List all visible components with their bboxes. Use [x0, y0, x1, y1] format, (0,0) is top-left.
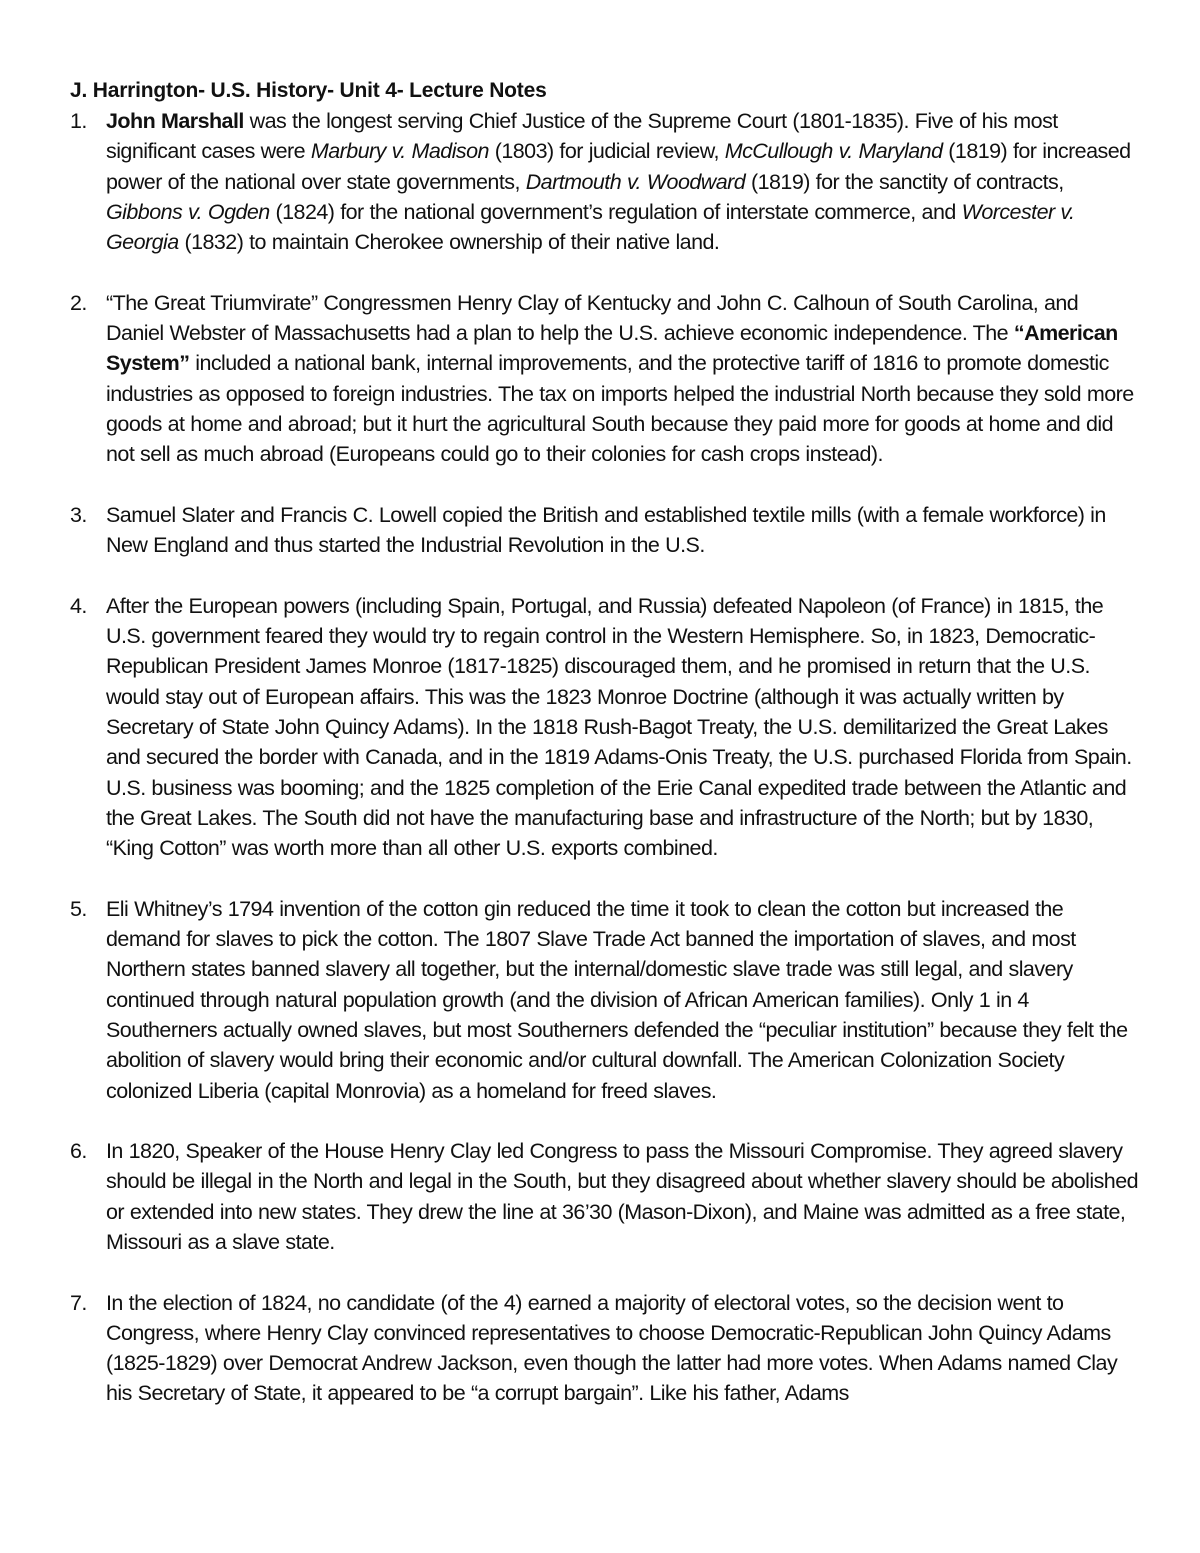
text-segment: McCullough v. Maryland — [724, 139, 943, 164]
item-text — [106, 288, 1140, 470]
text-segment: (1803) for judicial review, — [488, 139, 725, 164]
item-text — [106, 1288, 1140, 1409]
text-segment: John Marshall — [106, 109, 244, 133]
document-title: J. Harrington- U.S. History- Unit 4- Lecture Notes — [70, 79, 547, 102]
item-number: 3. — [70, 502, 87, 527]
text-segment: Dartmouth v. Woodward — [525, 169, 746, 194]
text-segment: (1819) for increased power of the national over state governments, — [106, 139, 1131, 194]
text-segment: was the longest serving Chief Justice of the Supreme Court (1801-1835). Five of his most significant cases were — [106, 109, 1058, 164]
item-number: 2. — [70, 290, 87, 315]
text-segment: Marbury v. Madison — [310, 139, 489, 164]
text-segment: Samuel Slater and Francis C. Lowell copied the British and established textile mills (with a female workforce) in New England and thus started the Industrial Revolution in the U.S. — [106, 502, 1106, 558]
item-text — [106, 1136, 1140, 1257]
text-segment: included a national bank, internal improvements, and the protective tariff of 1816 to promote domestic industries as opposed to foreign industries. The tax on imports helped the industrial North because they sold more goods at home and abroad; but it hurt the agricultural South because they paid more for goods at home and did not sell as much abroad (Europeans could go to their colonies for cash crops instead). — [106, 351, 1134, 467]
list-item — [70, 894, 1140, 1106]
text-segment: In 1820, Speaker of the House Henry Clay led Congress to pass the Missouri Compromise. They agreed slavery should be illegal in the North and legal in the South, but they disagreed about whether slavery should be abolished or extended into new states. They drew the line at 36’30 (Mason-Dixon), and Maine was admitted as a free state, Missouri as a slave state. — [106, 1139, 1139, 1254]
text-segment: Eli Whitney’s 1794 invention of the cotton gin reduced the time it took to clean the cotton but increased the demand for slaves to pick the cotton. The 1807 Slave Trade Act banned the importation of slaves, and most Northern states banned slavery all together, but the internal/domestic slave trade was still legal, and slavery continued through natural population growth (and the division of African American families). Only 1 in 4 Southerners actually owned slaves, but most Southerners defended the “peculiar institution” because they felt the abolition of slavery would bring their economic and/or cultural downfall. The American Colonization Society colonized Liberia (capital Monrovia) as a homeland for freed slaves. — [106, 896, 1128, 1103]
item-number: 6. — [70, 1139, 87, 1164]
item-number: 1. — [70, 109, 87, 133]
list-item — [70, 288, 1140, 470]
item-text — [106, 106, 1140, 257]
list-item — [70, 500, 1140, 561]
item-text — [106, 591, 1140, 864]
text-segment: In the election of 1824, no candidate (of the 4) earned a majority of electoral votes, so the decision went to Congress, where Henry Clay convinced representatives to choose Democratic-Republican John Quincy Adams (1825-1829) over Democrat Andrew Jackson, even though the latter had more votes. When Adams named Clay his Secretary of State, it appeared to be “a corrupt bargain”. Like his father, Adams — [106, 1290, 1118, 1406]
item-text — [106, 500, 1140, 561]
text-segment: Worcester v. Georgia — [106, 199, 1075, 255]
text-segment: (1819) for the sanctity of contracts, — [745, 169, 1064, 194]
list-item — [70, 106, 1140, 257]
text-segment: Gibbons v. Ogden — [106, 199, 270, 224]
text-segment: (1832) to maintain Cherokee ownership of their native land. — [178, 230, 720, 255]
text-segment: (1824) for the national government’s regulation of interstate commerce, and — [269, 199, 962, 224]
text-segment: After the European powers (including Spain, Portugal, and Russia) defeated Napoleon (of France) in 1815, the U.S. government feared they would try to regain control in the Western Hemisphere. So, in 1823, Democratic-Republican President James Monroe (1817-1825) discouraged them, and he promised in return that the U.S. would stay out of European affairs. This was the 1823 Monroe Doctrine (although it was actually written by Secretary of State John Quincy Adams). In the 1818 Rush-Bagot Treaty, the U.S. demilitarized the Great Lakes and secured the border with Canada, and in the 1819 Adams-Onis Treaty, the U.S. purchased Florida from Spain. U.S. business was booming; and the 1825 completion of the Erie Canal expedited trade between the Atlantic and the Great Lakes. The South did not have the manufacturing base and infrastructure of the North; but by 1830, “King Cotton” was worth more than all other U.S. exports combined. — [106, 593, 1132, 861]
item-number: 7. — [70, 1290, 87, 1315]
item-number: 5. — [70, 896, 87, 921]
text-segment: “The Great Triumvirate” Congressmen Henry Clay of Kentucky and John C. Calhoun of South Carolina, and Daniel Webster of Massachusetts had a plan to help the U.S. achieve economic independence. The — [106, 290, 1079, 346]
lecture-notes-list — [70, 106, 1140, 1409]
item-text — [106, 894, 1140, 1106]
text-segment: “American System” — [106, 321, 1118, 376]
list-item — [70, 1288, 1140, 1409]
list-item — [70, 1136, 1140, 1257]
item-number: 4. — [70, 593, 87, 618]
list-item — [70, 591, 1140, 864]
